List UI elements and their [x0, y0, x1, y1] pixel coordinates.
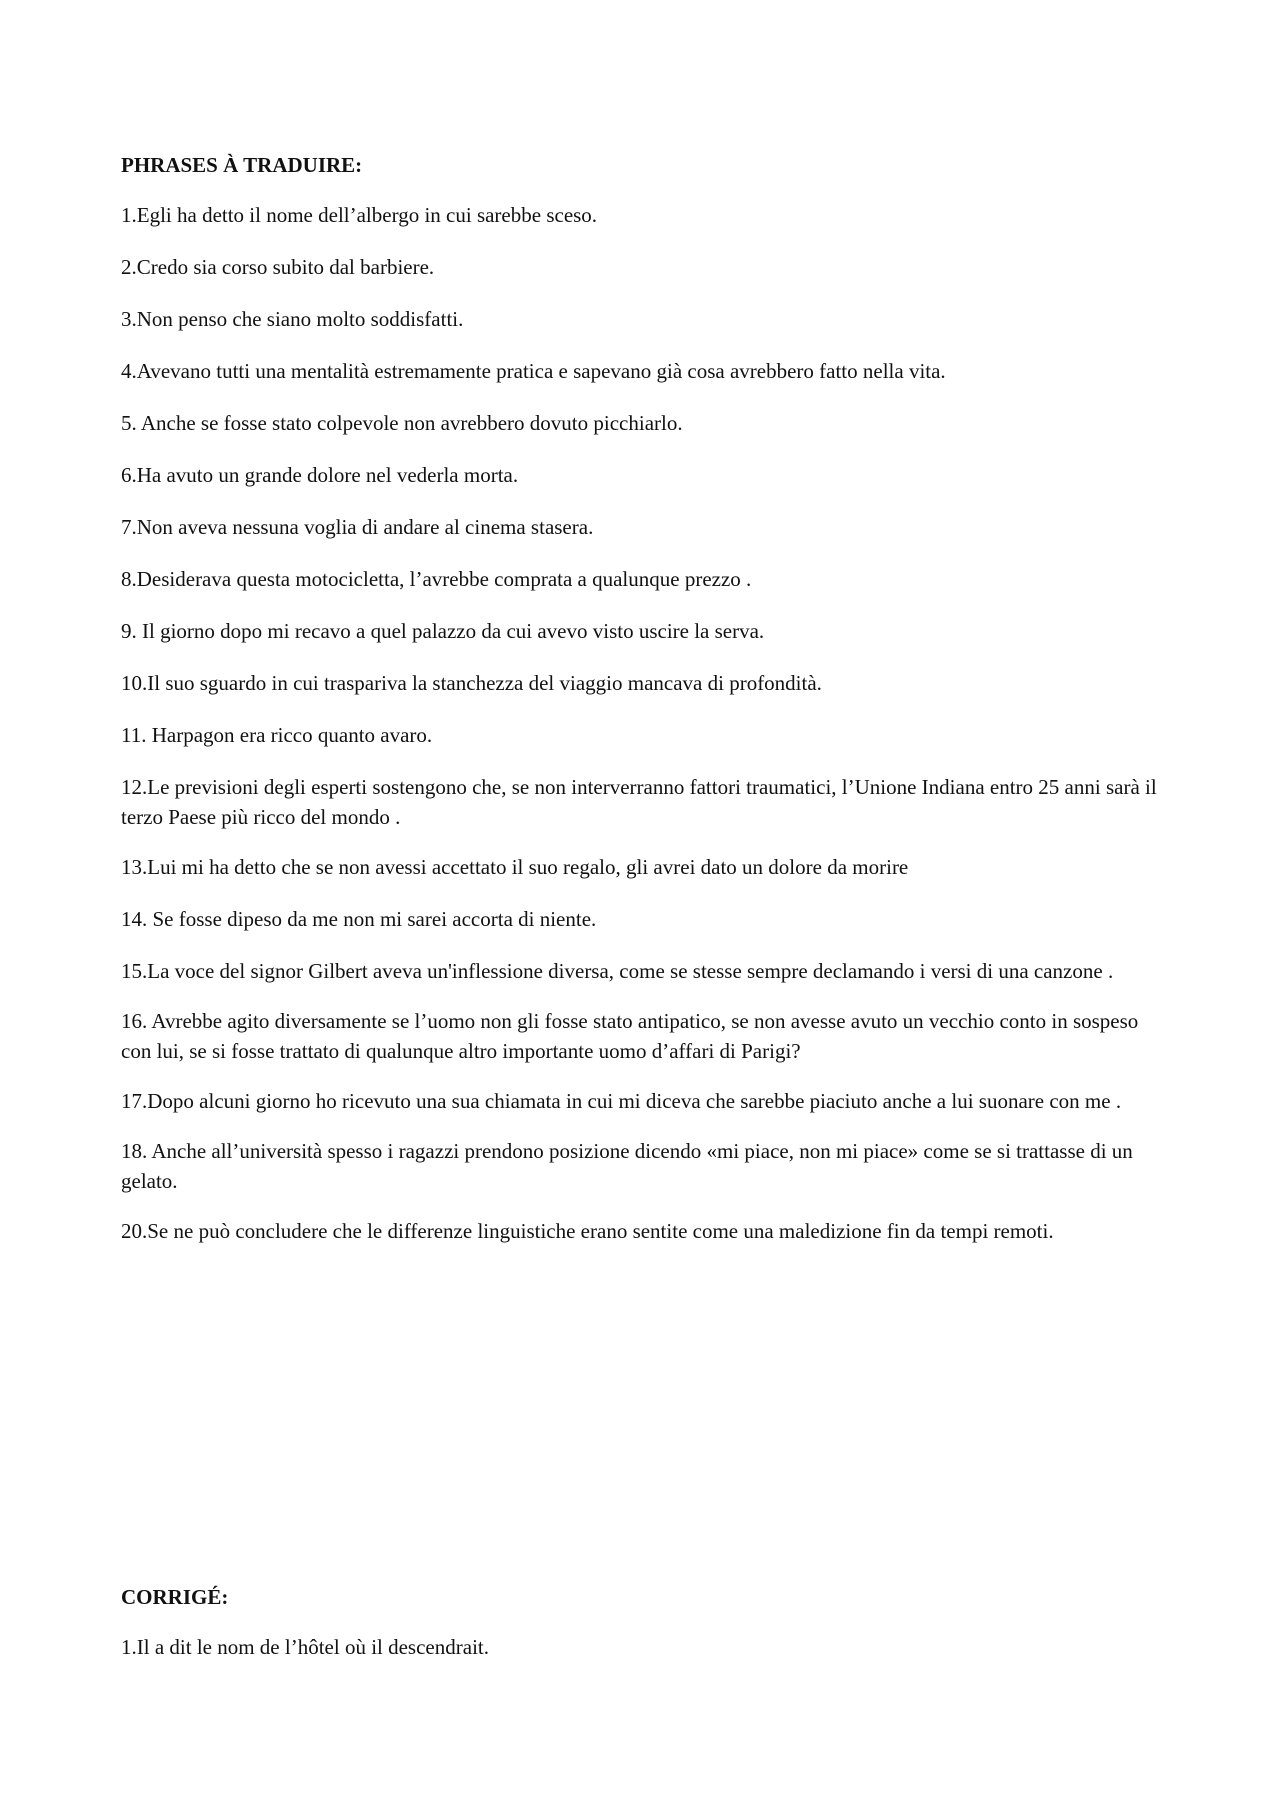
phrase-item-18: 18. Anche all’università spesso i ragazzi prendono posizione dicendo «mi piace, non mi piace» come se si trattasse di un gelato.	[121, 1139, 1133, 1193]
corrige-item-1: 1.Il a dit le nom de l’hôtel où il descendrait.	[121, 1635, 489, 1659]
phrase-item-1: 1.Egli ha detto il nome dell’albergo in cui sarebbe sceso.	[121, 203, 598, 227]
phrase-item-3: 3.Non penso che siano molto soddisfatti.	[121, 307, 464, 331]
phrase-item-20: 20.Se ne può concludere che le differenze linguistiche erano sentite come una maledizione fin da tempi remoti.	[121, 1219, 1054, 1243]
phrase-item-13: 13.Lui mi ha detto che se non avessi accettato il suo regalo, gli avrei dato un dolore da morire	[121, 855, 909, 879]
phrase-item-16: 16. Avrebbe agito diversamente se l’uomo non gli fosse stato antipatico, se non avesse avuto un vecchio conto in sospeso con lui, se si fosse trattato di qualunque altro importante uomo d’affari di Parigi?	[121, 1009, 1139, 1063]
phrase-item-7: 7.Non aveva nessuna voglia di andare al cinema stasera.	[121, 515, 594, 539]
phrase-item-9: 9. Il giorno dopo mi recavo a quel palazzo da cui avevo visto uscire la serva.	[121, 619, 765, 643]
phrase-item-15: 15.La voce del signor Gilbert aveva un'inflessione diversa, come se stesse sempre declamando i versi di una canzone .	[121, 959, 1114, 983]
phrase-item-10: 10.Il suo sguardo in cui traspariva la stanchezza del viaggio mancava di profondità.	[121, 671, 822, 695]
phrase-item-2: 2.Credo sia corso subito dal barbiere.	[121, 255, 435, 279]
phrase-item-5: 5. Anche se fosse stato colpevole non avrebbero dovuto picchiarlo.	[121, 411, 683, 435]
phrase-item-4: 4.Avevano tutti una mentalità estremamente pratica e sapevano già cosa avrebbero fatto nella vita.	[121, 359, 946, 383]
phrases-heading: PHRASES À TRADUIRE:	[121, 153, 363, 177]
corrige-heading: CORRIGÉ:	[121, 1585, 229, 1609]
phrase-item-6: 6.Ha avuto un grande dolore nel vederla morta.	[121, 463, 519, 487]
corrige-section	[121, 1582, 1161, 1684]
phrase-item-11: 11. Harpagon era ricco quanto avaro.	[121, 723, 433, 747]
phrase-item-8: 8.Desiderava questa motocicletta, l’avrebbe comprata a qualunque prezzo .	[121, 567, 752, 591]
phrases-section	[121, 150, 1161, 1268]
phrase-item-17: 17.Dopo alcuni giorno ho ricevuto una sua chiamata in cui mi diceva che sarebbe piaciuto anche a lui suonare con me .	[121, 1089, 1122, 1113]
phrase-item-14: 14. Se fosse dipeso da me non mi sarei accorta di niente.	[121, 907, 597, 931]
phrase-item-12: 12.Le previsioni degli esperti sostengono che, se non interverranno fattori traumatici, l’Unione Indiana entro 25 anni sarà il terzo Paese più ricco del mondo .	[121, 775, 1157, 829]
